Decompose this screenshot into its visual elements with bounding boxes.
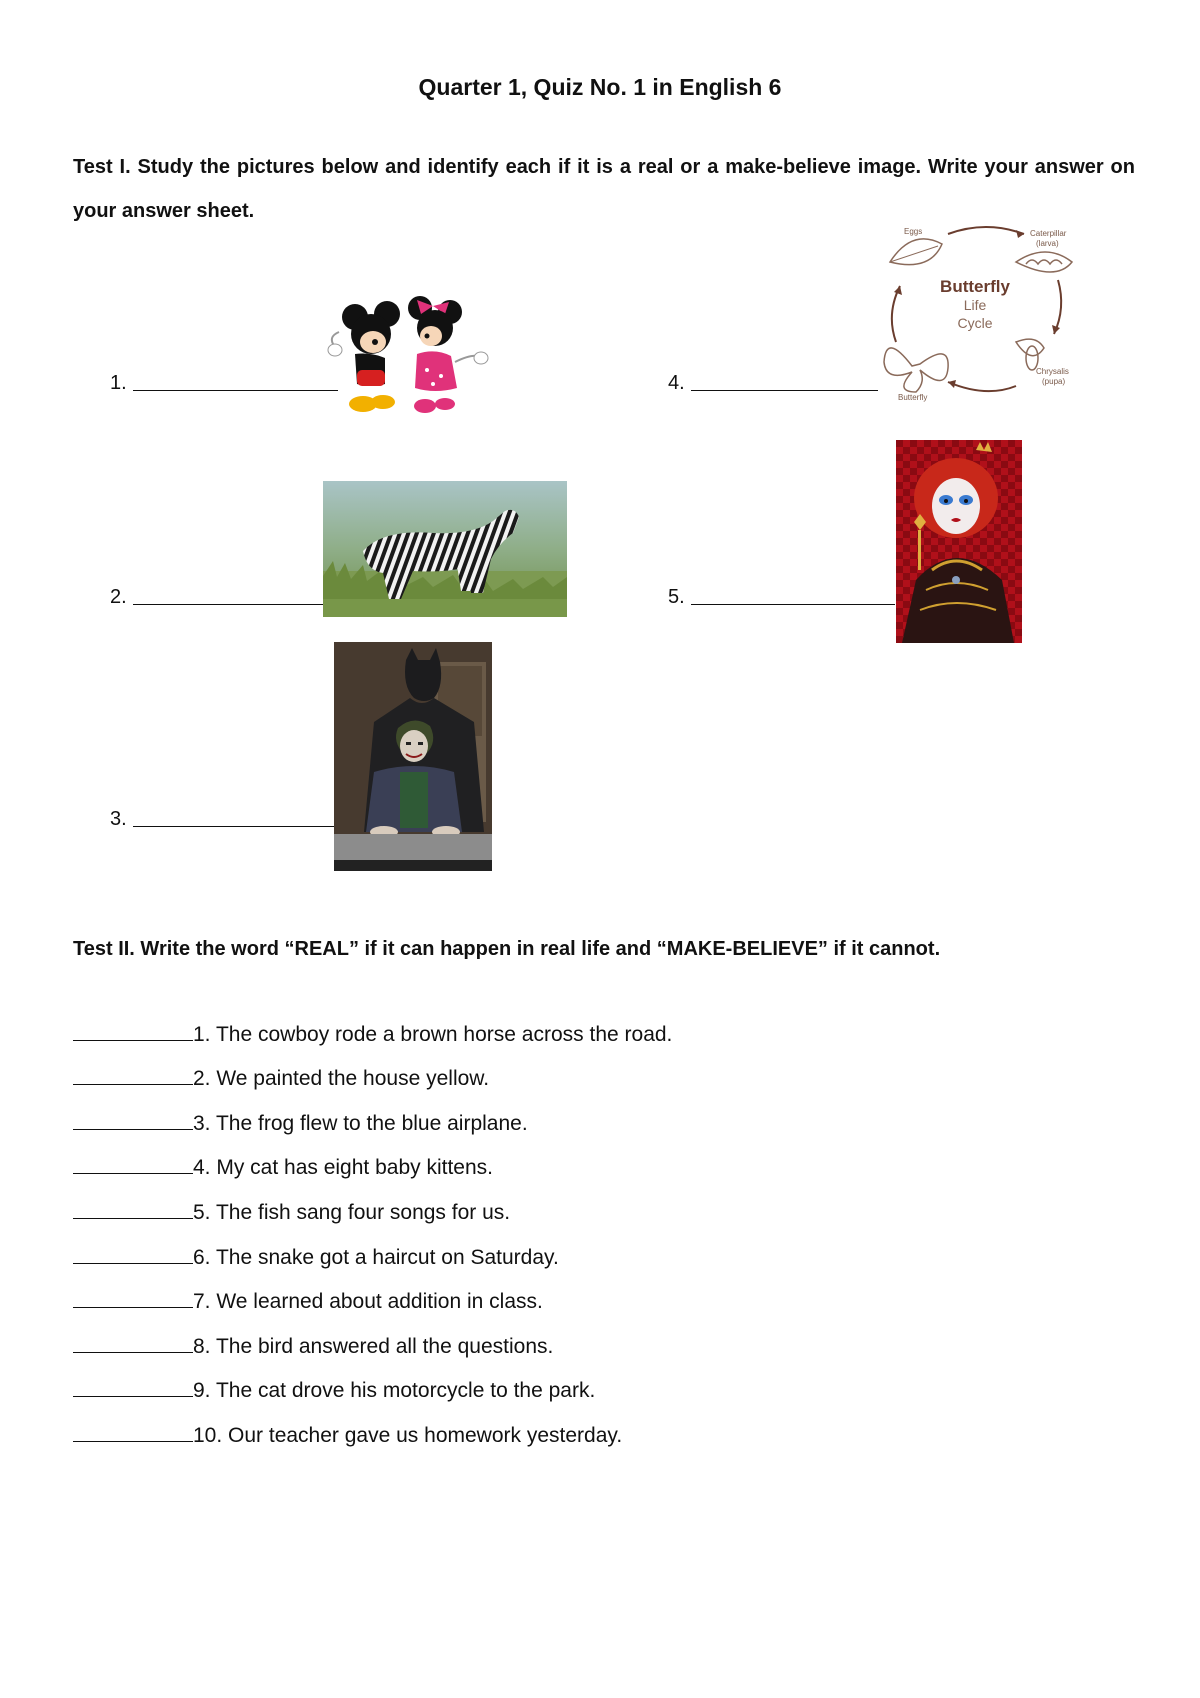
- answer-line-5[interactable]: [691, 603, 895, 605]
- question-row: 1. The cowboy rode a brown horse across the road.: [73, 1002, 672, 1047]
- answer-blank[interactable]: [73, 1306, 193, 1308]
- answer-line-2[interactable]: [133, 603, 325, 605]
- question-row: 4. My cat has eight baby kittens.: [73, 1136, 672, 1181]
- answer-blank[interactable]: [73, 1217, 193, 1219]
- answer-line-4[interactable]: [691, 389, 878, 391]
- item-2-label: 2.: [110, 586, 325, 609]
- item-4-label: 4.: [668, 372, 878, 395]
- diagram-title: Butterfly: [940, 277, 1010, 296]
- mickey-minnie-image: [325, 292, 505, 422]
- answer-blank[interactable]: [73, 1128, 193, 1130]
- question-row: 7. We learned about addition in class.: [73, 1270, 672, 1315]
- red-queen-image: [896, 440, 1022, 643]
- question-row: 8. The bird answered all the questions.: [73, 1314, 672, 1359]
- answer-blank[interactable]: [73, 1395, 193, 1397]
- question-row: 2. We painted the house yellow.: [73, 1047, 672, 1092]
- eggs-label: Eggs: [904, 227, 923, 236]
- test2-instructions: Test II. Write the word “REAL” if it can happen in real life and “MAKE-BELIEVE” if it cannot.: [73, 938, 941, 960]
- item-5-label: 5.: [668, 586, 895, 609]
- answer-blank[interactable]: [73, 1262, 193, 1264]
- question-row: 3. The frog flew to the blue airplane.: [73, 1091, 672, 1136]
- answer-blank[interactable]: [73, 1172, 193, 1174]
- answer-line-1[interactable]: [133, 389, 338, 391]
- item-3-label: 3.: [110, 808, 335, 831]
- test1-instructions: Test I. Study the pictures below and identify each if it is a real or a make-believe image. Write your answer on your answer sheet.: [73, 156, 1135, 222]
- svg-text:Life: Life: [963, 297, 987, 313]
- item-1-label: 1.: [110, 372, 338, 395]
- larva-label: (larva): [1036, 239, 1059, 248]
- butterfly-life-cycle-image: [876, 222, 1076, 404]
- answer-blank[interactable]: [73, 1351, 193, 1353]
- question-row: 10. Our teacher gave us homework yesterday.: [73, 1403, 672, 1448]
- question-list: [73, 1002, 672, 1448]
- answer-blank[interactable]: [73, 1440, 193, 1442]
- answer-blank[interactable]: [73, 1083, 193, 1085]
- question-row: 6. The snake got a haircut on Saturday.: [73, 1225, 672, 1270]
- question-row: 9. The cat drove his motorcycle to the park.: [73, 1359, 672, 1404]
- batman-joker-image: [334, 642, 492, 871]
- butterfly-stage-label: Butterfly: [898, 393, 928, 402]
- chrysalis-label: Chrysalis: [1036, 367, 1069, 376]
- svg-text:Cycle: Cycle: [957, 315, 993, 331]
- answer-line-3[interactable]: [133, 825, 335, 827]
- zebras-image: [323, 481, 567, 617]
- page-title: Quarter 1, Quiz No. 1 in English 6: [418, 74, 782, 100]
- question-row: 5. The fish sang four songs for us.: [73, 1180, 672, 1225]
- answer-blank[interactable]: [73, 1039, 193, 1041]
- caterpillar-label: Caterpillar: [1030, 229, 1067, 238]
- pupa-label: (pupa): [1042, 377, 1066, 386]
